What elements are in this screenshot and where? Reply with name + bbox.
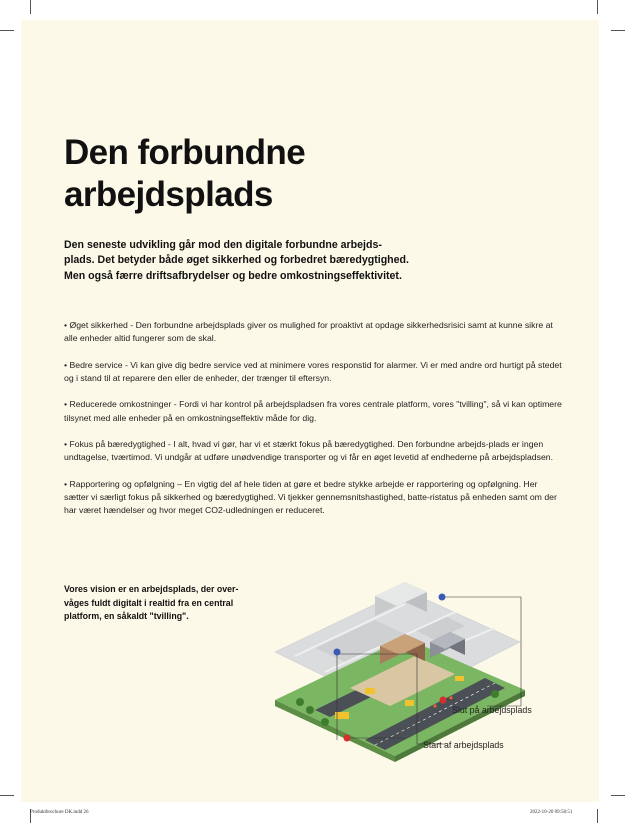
bullet-costs: • Reducerede omkostninger - Fordi vi har kontrol på arbejdspladsen fra vores centrale platform, vores "tvilling", så vi kan optimere tilsynet med alle enheder på en omkostningseffektiv måde for dig.: [64, 399, 562, 423]
digital-twin-illustration: [255, 560, 605, 790]
title-line-1: Den forbundne: [64, 133, 306, 172]
crop-mark: [30, 0, 31, 14]
illustration-caption: Vores vision er en arbejdsplads, der over-våges fuldt digitalt i realtid fra en central platform, en såkaldt "tvilling".: [64, 584, 239, 622]
lead-line-2: plads. Det betyder både øget sikkerhed og forbedret bæredygtighed.: [64, 254, 409, 267]
lead-paragraph: [64, 238, 444, 284]
lead-line-3: Men også færre driftsafbrydelser og bedre omkostningseffektivitet.: [64, 269, 402, 282]
blue-marker-top: [439, 594, 446, 601]
title-line-2: arbejdsplads: [64, 175, 273, 214]
callout-end-of-worksite: Slut på arbejdsplads: [452, 705, 532, 715]
bullet-safety: • Øget sikkerhed - Den forbundne arbejdsplads giver os mulighed for proaktivt at opdage sikkerhedsrisici samt at kunne sikre at alle enheder altid fungerer som de skal.: [64, 320, 553, 344]
lead-line-1: Den seneste udvikling går mod den digitale forbundne arbejds-: [64, 239, 382, 251]
page-title: [64, 132, 424, 216]
crop-mark: [597, 0, 598, 14]
bullet-list: [64, 319, 564, 531]
footer-timestamp: 2022-10-20 09:58:51: [530, 810, 573, 815]
callout-start-of-worksite: Start af arbejdsplads: [423, 740, 504, 750]
bullet-sustainability: • Fokus på bæredygtighed - I alt, hvad vi gør, har vi et stærkt fokus på bæredygtighed. Den forbundne arbejds-plads er ingen undtagelse, tværtimod. Vi undgår at udføre unødvendige transporter og vi får en øget levetid af endhederne på arbejdspladsen.: [64, 439, 554, 463]
crop-mark: [0, 795, 14, 796]
crop-mark: [0, 30, 14, 31]
bullet-service: • Bedre service - Vi kan give dig bedre service ved at minimere vores responstid for alarmer. Vi er med andre ord hurtigt på stedet og i stand til at reparere den eller de enheder, der trænger til eftersyn.: [64, 359, 562, 383]
footer-file-name: Produktbrochure DK.indd 26: [30, 810, 89, 815]
crop-mark: [597, 809, 598, 823]
red-marker-end: [440, 697, 447, 704]
blue-marker-mid: [334, 649, 341, 656]
crop-mark: [611, 30, 625, 31]
bullet-reporting: • Rapportering og opfølgning – En vigtig del af hele tiden at gøre et bedre stykke arbejde er rapportering og opfølgning. Her sætter vi særligt fokus på sikkerhed og bæredygtighed. Vi tjekker gennemsnitshastighed, batte-ristatus på enheden samt om der har været hændelser og hvor meget CO2-udledningen er reduceret.: [64, 478, 557, 516]
red-marker-start: [344, 735, 351, 742]
crop-mark: [611, 795, 625, 796]
